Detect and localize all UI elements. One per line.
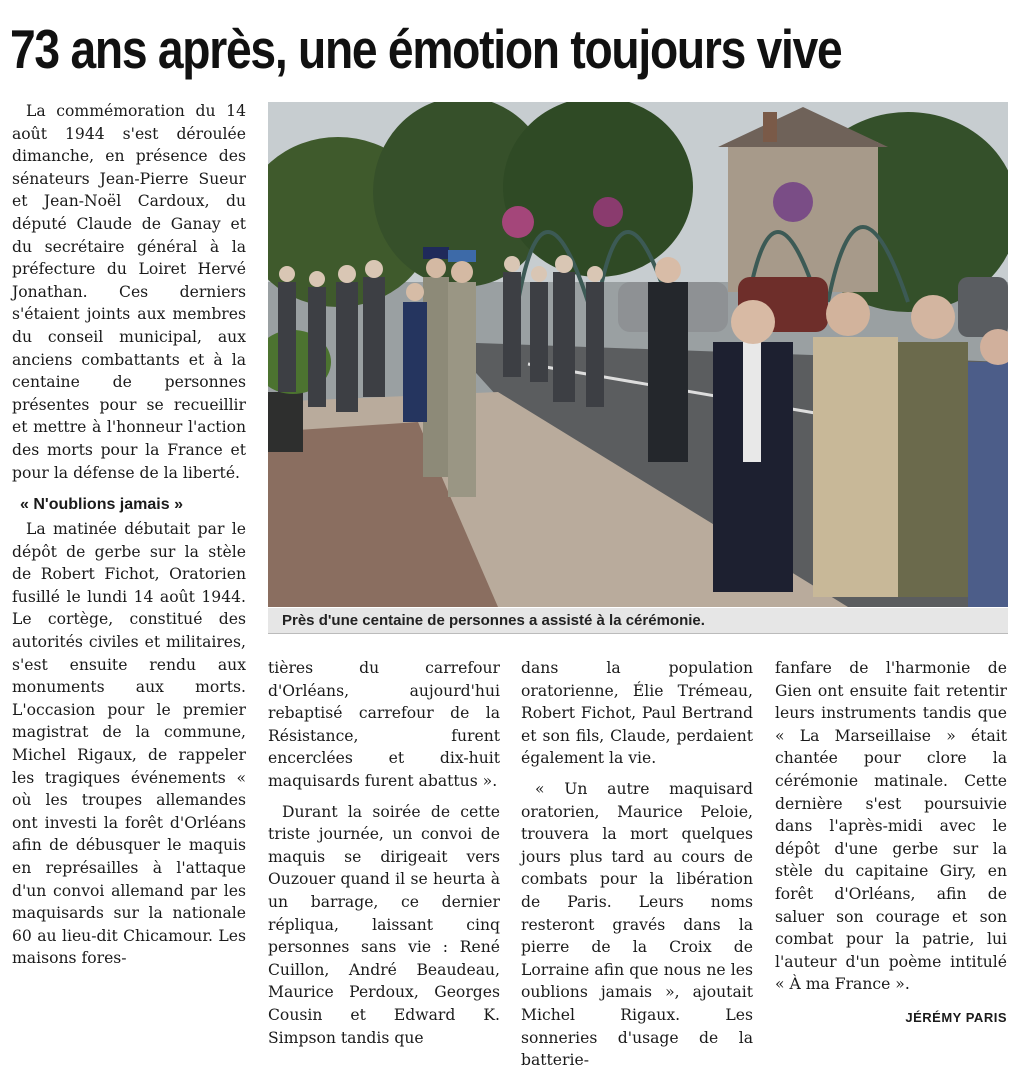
photo-caption: Près d'une centaine de personnes a assisté à la cérémonie. bbox=[268, 608, 1008, 634]
paragraph-conclusion: fanfare de l'harmonie de Gien ont ensuite fait retentir leurs instruments tandis que « La Marseillaise » était chantée pour clore la cérémonie matinale. Cette dernière s'est poursuivie dans l'après-midi avec le dépôt d'une gerbe sur la stèle du capitaine Giry, en forêt d'Orléans, afin de saluer son courage et son combat pour la patrie, lui l'auteur d'un poème intitulé « À ma France ». bbox=[775, 659, 1007, 994]
author-signature: JÉRÉMY PARIS bbox=[905, 1010, 1007, 1025]
paragraph-matinee: La matinée débutait par le dépôt de gerbe sur la stèle de Robert Fichot, Oratorien fusillé le lundi 14 août 1944. Le cortège, constitué des autorités civiles et militaires, s'est ensuite rendu aux monuments aux morts. L'occasion pour le premier magistrat de la commune, Michel Rigaux, de rappeler les tragiques événements « où les troupes allemandes ont investi la forêt d'Orléans afin de débusquer le maquis en représailles à l'attaque d'un convoi allemand par les maquisards sur la nationale 60 au lieu-dit Chicamour. Les maisons fores- bbox=[12, 520, 246, 968]
article-column-3 bbox=[521, 657, 753, 1072]
paragraph-intro: La commémoration du 14 août 1944 s'est déroulée dimanche, en présence des sénateurs Jean-Pierre Sueur et Jean-Noël Cardoux, du député Claude de Ganay et du secrétaire général à la préfecture du Loiret Hervé Jonathan. Ces derniers s'étaient joints aux membres du conseil municipal, aux anciens combattants et à la centaine de personnes présentes pour se recueillir et mettre à l'honneur l'action des morts pour la France et pour la défense de la liberté. bbox=[12, 102, 246, 482]
ceremony-photo-illustration bbox=[268, 102, 1008, 607]
ceremony-photo bbox=[268, 102, 1008, 607]
paragraph-victims: dans la population oratorienne, Élie Trémeau, Robert Fichot, Paul Bertrand et son fils, Claude, perdaient également la vie. bbox=[521, 659, 753, 768]
paragraph-soiree: Durant la soirée de cette triste journée, un convoi de maquis se dirigeait vers Ouzouer quand il se heurta à un barrage, ce dernier répliqua, laissant cinq personnes sans vie : René Cuillon, André Beaudeau, Maurice Perdoux, Georges Cousin et Edward K. Simpson tandis que bbox=[268, 802, 500, 1047]
article-column-2 bbox=[268, 657, 500, 1049]
paragraph-continuation: tières du carrefour d'Orléans, aujourd'hui rebaptisé carrefour de la Résistance, furent encerclées et dix-huit maquisards furent abattus ». bbox=[268, 659, 500, 790]
article-column-1 bbox=[12, 100, 246, 970]
headline: 73 ans après, une émotion toujours vive bbox=[10, 18, 842, 80]
article-column-4 bbox=[775, 657, 1007, 996]
subheading: « N'oublions jamais » bbox=[20, 496, 183, 514]
paragraph-quote: « Un autre maquisard oratorien, Maurice Peloie, trouvera la mort quelques jours plus tard au cours de combats pour la libération de Paris. Leurs noms resteront gravés dans la pierre de la Croix de Lorraine afin que nous ne les oublions jamais », ajoutait Michel Rigaux. Les sonneries d'usage de la batterie- bbox=[521, 779, 753, 1070]
